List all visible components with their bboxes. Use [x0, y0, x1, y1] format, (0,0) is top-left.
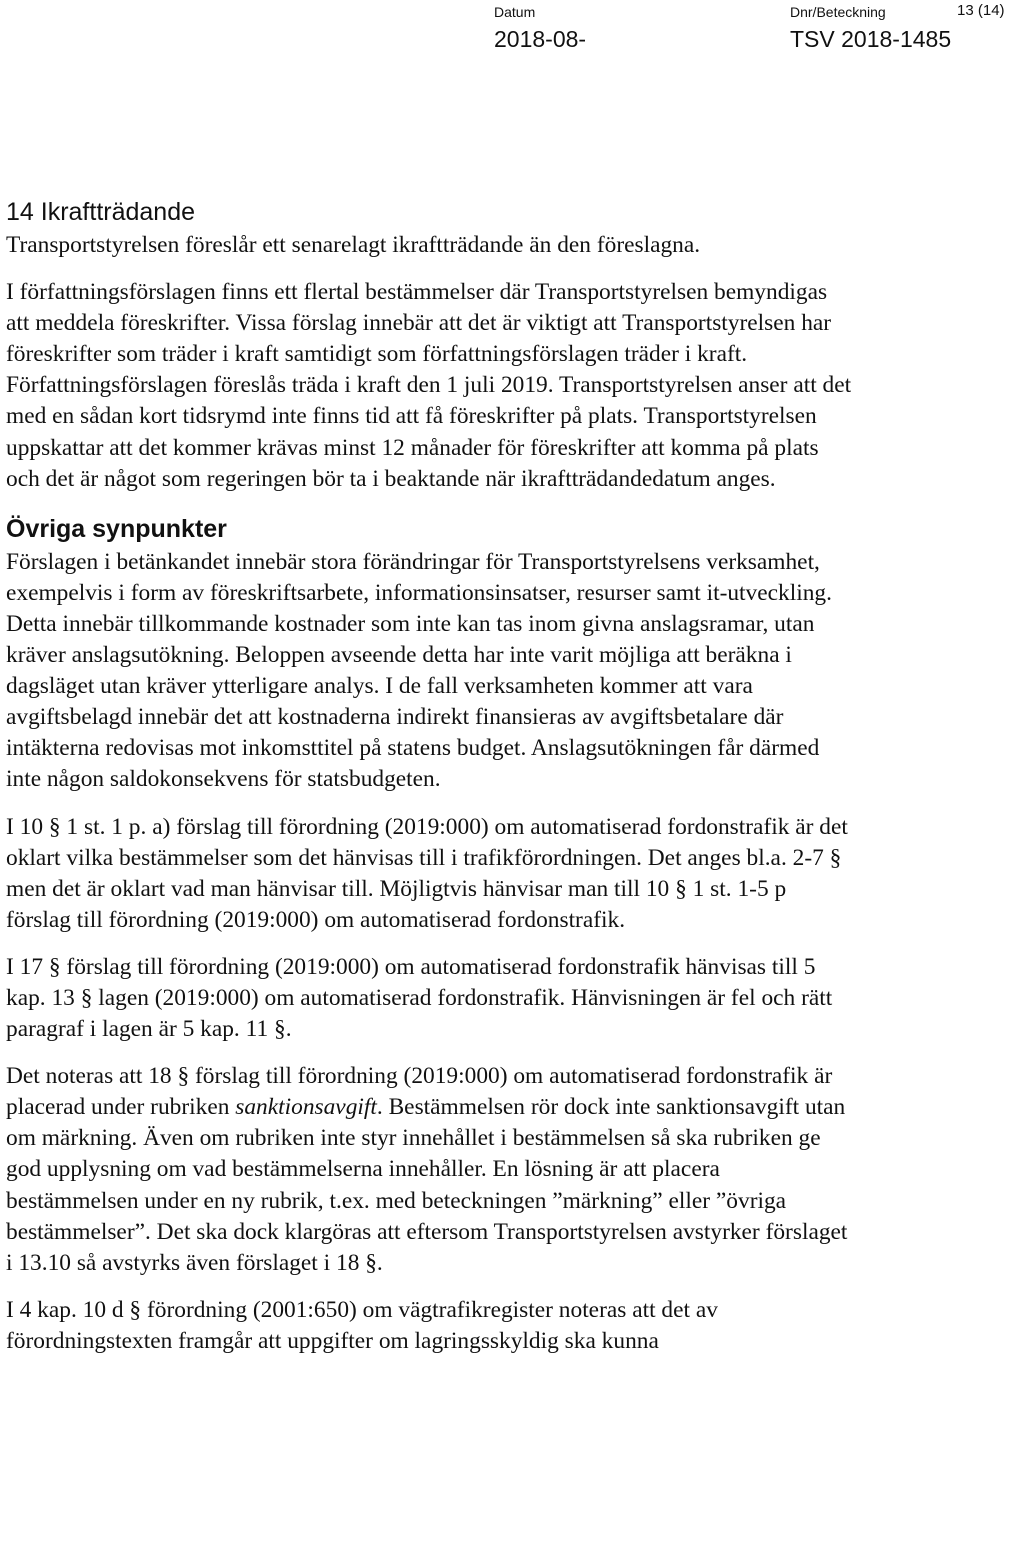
- paragraph: Transportstyrelsen föreslår ett senarelagt ikraftträdande än den föreslagna.: [6, 232, 701, 258]
- paragraph: I 17 § förslag till förordning (2019:000) om automatiserad fordonstrafik hänvisas till 5 kap. 13 § lagen (2019:000) om automatiserad fordonstrafik. Hänvisningen är fel och rätt paragraf i lagen är 5 kap. 11 §.: [6, 953, 833, 1043]
- italic-term: sanktionsavgift: [235, 1094, 377, 1121]
- paragraph: I 4 kap. 10 d § förordning (2001:650) om vägtrafikregister noteras att det av förordningstexten framgår att uppgifter om lagringsskyldig ska kunna: [6, 1296, 718, 1354]
- paragraph: Förslagen i betänkandet innebär stora förändringar för Transportstyrelsens verksamhet, exempelvis i form av föreskriftsarbete, informationsinsatser, resurser samt it-utveckling. Detta innebär tillkommande kostnader som inte kan tas inom givna anslagsramar, utan kräver anslagsutökning. Beloppen avseende detta har inte varit möjliga att beräkna i dagsläget utan kräver ytterligare analys. I de fall verksamheten kommer att vara avgiftsbelagd innebär det att kostnaderna indirekt finansieras av avgiftsbetalare där intäkterna redovisas mot inkomsttitel på statens budget. Anslagsutökningen får därmed inte någon saldokonsekvens för statsbudgeten.: [6, 548, 832, 793]
- paragraph: I 10 § 1 st. 1 p. a) förslag till förordning (2019:000) om automatiserad fordonstrafik är det oklart vilka bestämmelser som det hänvisas till i trafikförordningen. Det anges bl.a. 2-7 § men det är oklart vad man hänvisar till. Möjligtvis hänvisar man till 10 § 1 st. 1-5 p förslag till förordning (2019:000) om automatiserad fordonstrafik.: [6, 813, 848, 933]
- section-heading: Övriga synpunkter: [6, 514, 227, 543]
- section-ovriga-synpunkter: [6, 513, 1014, 1357]
- paragraph: [6, 1061, 856, 1279]
- reference-value: TSV 2018-1485: [790, 26, 952, 52]
- reference-label: Dnr/Beteckning: [790, 4, 886, 20]
- date-value: 2018-08-: [494, 26, 587, 52]
- paragraph-text: . Bestämmelsen rör dock inte sanktionsavgift utan om märkning. Även om rubriken inte styr innehållet i bestämmelsen så ska rubriken ge god upplysning om vad bestämmelserna innehåller. En lösning är att placera bestämmelsen under en ny rubrik, t.ex. med beteckningen ”märkning” eller ”övriga bestämmelser”. Det ska dock klargöras att eftersom Transportstyrelsen avstyrker förslaget i 13.10 så avstyrks även förslaget i 18 §.: [6, 1094, 848, 1276]
- date-label: Datum: [494, 4, 536, 20]
- section-heading: 14 Ikraftträdande: [6, 198, 196, 226]
- document-body: [6, 196, 1014, 1373]
- page-number: 13 (14): [957, 2, 1005, 19]
- paragraph: I författningsförslagen finns ett flertal bestämmelser där Transportstyrelsen bemyndigas att meddela föreskrifter. Vissa förslag innebär att det är viktigt att Transportstyrelsen har föreskrifter som träder i kraft samtidigt som författningsförslagen träder i kraft. Författningsförslagen föreslås träda i kraft den 1 juli 2019. Transportstyrelsen anser att det med en sådan kort tidsrymd inte finns tid att få föreskrifter på plats. Transportstyrelsen uppskattar att det kommer krävas minst 12 månader för föreskrifter att komma på plats och det är något som regeringen bör ta i beaktande när ikraftträdandedatum anges.: [6, 279, 852, 492]
- paragraph-text: Det noteras att 18 § förslag till förordning (2019:000) om automatiserad fordonstrafik är placerad under rubriken: [6, 1063, 833, 1121]
- section-ikrafttradande: [6, 196, 1014, 495]
